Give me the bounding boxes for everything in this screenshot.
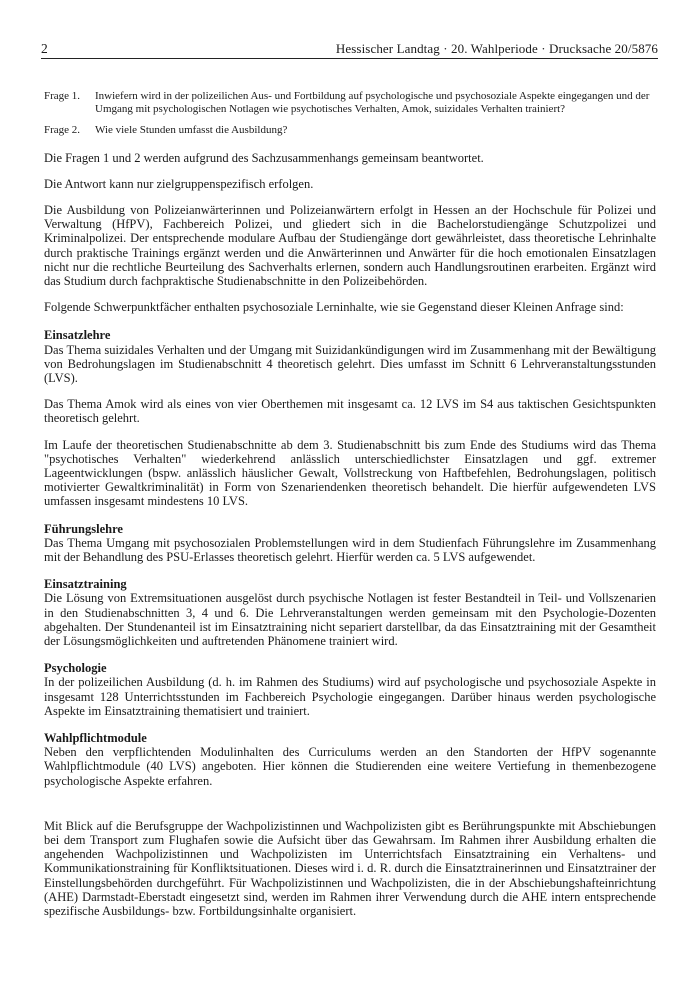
intro-paragraph: Die Ausbildung von Polizeianwärterinnen und Polizeianwärtern erfolgt in Hessen an der Hochschule für Polizei und Verwaltung (HfPV), Fachbereich Polizei, und gliedert sich in die Bachelorstudiengänge Schutzpolizei und Kriminalpolizei. Der entsprechende modulare Aufbau der Studiengänge dort gewährleistet, dass theoretische Lehrinhalte durch praktische Trainings ergänzt werden und die Anwärterinnen und Anwärter für die hoch emotionalen Einsatzlagen nicht nur die rechtliche Beurteilung des Sachverhalts erlernen, sondern auch Handlungsroutinen erarbeiten. Ergänzt wird das Studium durch fachpraktische Studienabschnitte in den Polizeibehörden. bbox=[44, 202, 656, 288]
section-heading: Einsatzlehre bbox=[44, 328, 111, 343]
question-1 bbox=[44, 90, 656, 115]
closing-paragraph: Mit Blick auf die Berufsgruppe der Wachpolizistinnen und Wachpolizisten gibt es Berührungspunkte mit Abschiebungen bei dem Transport zum Flughafen sowie die Aufsicht über das Gewahrsam. Im Rahmen ihrer Ausbildung erhalten die angehenden Wachpolizistinnen und Wachpolizisten im Unterrichtsfach Einsatztraining ein Verhaltens- und Kommunikationstraining für Konfliktsituationen. Dieses wird i. d. R. durch die Einsatztrainerinnen und Einsatztrainer der Einstellungsbehörden durchgeführt. Für Wachpolizistinnen und Wachpolizisten, die in der Abschiebungshafteinrichtung (AHE) Darmstadt-Eberstadt eingesetzt sind, werden im Rahmen ihrer Verwendung durch die AHE intern entsprechende spezifische Ausbildungs- bzw. Fortbildungsinhalte organisiert. bbox=[44, 818, 656, 919]
section-heading: Psychologie bbox=[44, 661, 107, 676]
section-paragraph: Das Thema suizidales Verhalten und der Umgang mit Suizidankündigungen wird im Zusammenhang mit der Bewältigung von Bedrohungslagen im Studienabschnitt 4 theoretisch gelehrt. Dies umfasst im Schnitt 6 Lehrveranstaltungsstunden (LVS). bbox=[44, 342, 656, 385]
question-text: Wie viele Stunden umfasst die Ausbildung? bbox=[95, 124, 288, 136]
section-paragraph: Das Thema Umgang mit psychosozialen Problemstellungen wird in dem Studienfach Führungslehre im Zusammenhang mit der Behandlung des PSU-Erlasses theoretisch gelehrt. Hierfür werden ca. 5 LVS aufgewendet. bbox=[44, 535, 656, 564]
intro-paragraph: Die Fragen 1 und 2 werden aufgrund des Sachzusammenhangs gemeinsam beantwortet. bbox=[44, 150, 484, 165]
section-einsatztraining bbox=[44, 577, 656, 648]
question-text: Inwiefern wird in der polizeilichen Aus- und Fortbildung auf psychologische und psychosoziale Aspekte eingegangen und der Umgang mit psychologischen Notlagen wie psychotisches Verhalten, Amok, suizidales Verhalten trainiert? bbox=[95, 90, 650, 115]
section-wahlpflichtmodule bbox=[44, 731, 656, 788]
section-heading: Führungslehre bbox=[44, 521, 123, 536]
page-header bbox=[41, 42, 658, 59]
question-2 bbox=[44, 124, 656, 137]
section-paragraph: Im Laufe der theoretischen Studienabschnitte ab dem 3. Studienabschnitt bis zum Ende des Studiums wird das Thema "psychotisches Verhalten" wiederkehrend anlässlich unterschiedlichster Einsatzlagen und ggf. extremer Lageentwicklungen (bspw. anlässlich häuslicher Gewalt, Vollstreckung von Haftbefehlen, Bedrohungslagen, politisch motivierter Gewaltkriminalität) in Form von Szenariendenken theoretisch behandelt. Die hierfür aufgewendeten LVS umfassen insgesamt mindestens 10 LVS. bbox=[44, 437, 656, 509]
section-heading: Wahlpflichtmodule bbox=[44, 731, 147, 745]
section-einsatzlehre bbox=[44, 328, 656, 508]
spacer bbox=[44, 801, 656, 819]
section-paragraph: Das Thema Amok wird als eines von vier Oberthemen mit insgesamt ca. 12 LVS im S4 aus taktischen Gesichtspunkten theoretisch gelehrt. bbox=[44, 397, 656, 426]
page-number: 2 bbox=[41, 41, 48, 56]
section-paragraph: Neben den verpflichtenden Modulinhalten des Curriculums werden an den Standorten der HfPV sogenannte Wahlpflichtmodule (40 LVS) angeboten. Hier können die Studierenden eine weitere Vertiefung in themenbezogene psychologische Aspekte erfahren. bbox=[44, 745, 656, 788]
running-title: Hessischer Landtag · 20. Wahlperiode · Drucksache 20/5876 bbox=[335, 41, 658, 56]
intro-paragraph: Folgende Schwerpunktfächer enthalten psychosoziale Lerninhalte, wie sie Gegenstand dieser Kleinen Anfrage sind: bbox=[44, 300, 624, 315]
question-label: Frage 2. bbox=[44, 124, 81, 136]
document-body bbox=[44, 90, 656, 930]
section-heading: Einsatztraining bbox=[44, 577, 127, 592]
question-label: Frage 1. bbox=[44, 90, 81, 102]
section-psychologie bbox=[44, 661, 656, 718]
section-paragraph: Die Lösung von Extremsituationen ausgelöst durch psychische Notlagen ist fester Bestandteil in Teil- und Vollszenarien in den Studienabschnitten 3, 4 und 6. Die Lehrveranstaltungen werden gemeinsam mit den Psychologie-Dozenten abgehalten. Der Stundenanteil ist im Einsatztraining nicht separiert darstellbar, da das Einsatztraining mit der Gesamtheit der Lösungsmöglichkeiten und auftretenden Phänomene trainiert wird. bbox=[44, 591, 656, 648]
section-fuehrungslehre bbox=[44, 522, 656, 565]
section-paragraph: In der polizeilichen Ausbildung (d. h. im Rahmen des Studiums) wird auf psychologische und psychosoziale Aspekte in insgesamt 128 Unterrichtsstunden im Fachbereich Psychologie eingegangen. Darüber hinaus werden psychologische Aspekte im Einsatztraining thematisiert und trainiert. bbox=[44, 675, 656, 718]
intro-paragraph: Die Antwort kann nur zielgruppenspezifisch erfolgen. bbox=[44, 176, 314, 191]
